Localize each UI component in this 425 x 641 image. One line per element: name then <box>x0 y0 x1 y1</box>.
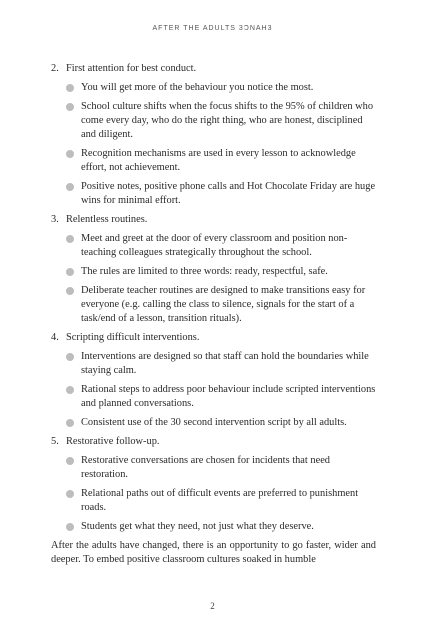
bullet-text: Deliberate teacher routines are designed to make transitions easy for everyone (e.g. calling the class to silence, signals for the start of a task/end of a lesson, transition rituals). <box>81 285 366 324</box>
bullet-list <box>51 350 376 430</box>
section-5 <box>51 435 376 534</box>
list-item <box>51 232 376 260</box>
section-title: Restorative follow-up. <box>66 436 160 447</box>
section-title: First attention for best conduct. <box>66 63 197 74</box>
section-number: 3. <box>51 214 59 225</box>
section-number: 5. <box>51 436 59 447</box>
bullet-text: Recognition mechanisms are used in every lesson to acknowledge effort, not achievement. <box>81 148 356 173</box>
section-title: Relentless routines. <box>66 214 148 225</box>
section-heading <box>51 435 376 449</box>
bullet-dot-icon <box>66 523 74 531</box>
list-item <box>51 454 376 482</box>
bullet-list <box>51 454 376 534</box>
bullet-text: Positive notes, positive phone calls and Hot Chocolate Friday are huge wins for minimal effort. <box>81 181 376 206</box>
list-item <box>51 284 376 326</box>
bullet-dot-icon <box>66 386 74 394</box>
bullet-text: Rational steps to address poor behaviour include scripted interventions and planned conversations. <box>81 384 376 409</box>
bullet-text: Restorative conversations are chosen for incidents that need restoration. <box>81 455 330 480</box>
list-item <box>51 487 376 515</box>
list-item <box>51 350 376 378</box>
section-number: 2. <box>51 63 59 74</box>
bullet-dot-icon <box>66 183 74 191</box>
bullet-dot-icon <box>66 150 74 158</box>
section-4 <box>51 331 376 430</box>
bullet-dot-icon <box>66 268 74 276</box>
bullet-dot-icon <box>66 457 74 465</box>
list-item <box>51 147 376 175</box>
closing-paragraph: After the adults have changed, there is an opportunity to go faster, wider and deeper. To embed positive classroom cultures soaked in humble <box>51 540 376 565</box>
bullet-text: Students get what they need, not just what they deserve. <box>81 521 314 532</box>
bullet-text: Consistent use of the 30 second intervention script by all adults. <box>81 417 347 428</box>
bullet-text: School culture shifts when the focus shifts to the 95% of children who come every day, who do the right thing, who are honest, disciplined and diligent. <box>81 101 374 140</box>
list-item <box>51 520 376 534</box>
section-heading <box>51 62 376 76</box>
bullet-dot-icon <box>66 419 74 427</box>
section-number: 4. <box>51 332 59 343</box>
bullet-text: You will get more of the behaviour you notice the most. <box>81 82 314 93</box>
page-body <box>51 62 376 577</box>
bullet-dot-icon <box>66 490 74 498</box>
bullet-list <box>51 232 376 326</box>
section-2 <box>51 62 376 208</box>
running-head: AFTER THE ADULTS 3ƆNAH3 <box>152 25 273 32</box>
section-heading <box>51 213 376 227</box>
bullet-dot-icon <box>66 84 74 92</box>
bullet-text: Meet and greet at the door of every classroom and position non-teaching colleagues strategically throughout the school. <box>81 233 348 258</box>
page-number: 2 <box>210 601 215 611</box>
list-item <box>51 383 376 411</box>
section-heading <box>51 331 376 345</box>
bullet-text: Interventions are designed so that staff can hold the boundaries while staying calm. <box>81 351 369 376</box>
list-item <box>51 100 376 142</box>
bullet-text: The rules are limited to three words: ready, respectful, safe. <box>81 266 328 277</box>
section-title: Scripting difficult interventions. <box>66 332 200 343</box>
bullet-dot-icon <box>66 235 74 243</box>
list-item <box>51 81 376 95</box>
bullet-dot-icon <box>66 103 74 111</box>
bullet-list <box>51 81 376 208</box>
list-item <box>51 265 376 279</box>
bullet-text: Relational paths out of difficult events are preferred to punishment roads. <box>81 488 359 513</box>
bullet-dot-icon <box>66 353 74 361</box>
bullet-dot-icon <box>66 287 74 295</box>
list-item <box>51 180 376 208</box>
list-item <box>51 416 376 430</box>
section-3 <box>51 213 376 326</box>
